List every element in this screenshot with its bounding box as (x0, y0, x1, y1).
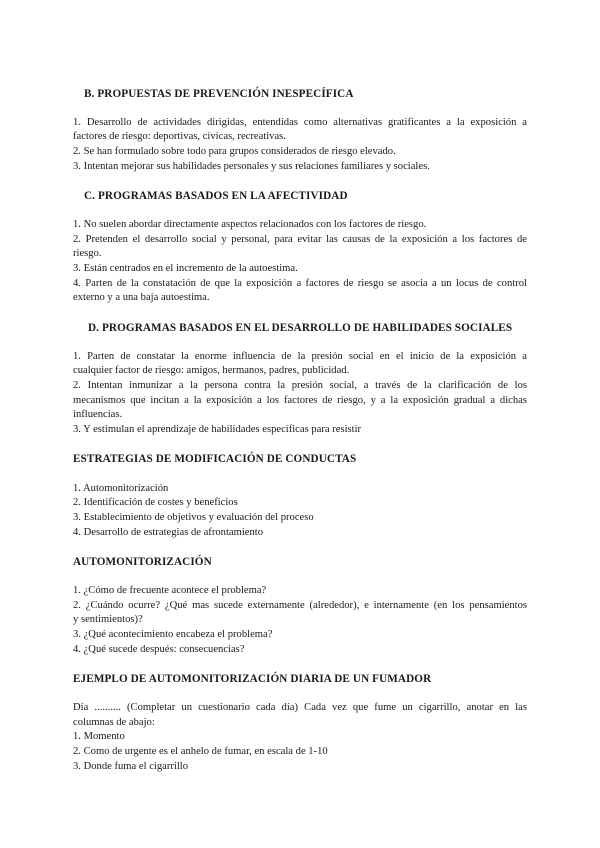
estrategias-line-3: 3. Establecimiento de objetivos y evaluación del proceso (73, 512, 314, 523)
estrategias-line-4: 4. Desarrollo de estrategias de afrontamiento (73, 527, 264, 538)
section-c-heading: C. PROGRAMAS BASADOS EN LA AFECTIVIDAD (84, 190, 348, 202)
estrategias-line-2: 2. Identificación de costes y beneficios (73, 497, 238, 508)
section-d-line-3: 2. Intentan inmunizar a la persona contra la presión social, a través de la clarificación de los (73, 380, 527, 391)
ejemplo-line-2: columnas de abajo: (73, 717, 155, 728)
automonitorizacion-line-2: 2. ¿Cuándo ocurre? ¿Qué mas sucede externamente (alrededor), e internamente (en los pensamientos (73, 600, 527, 611)
section-c-line-6: externo y a una baja autoestima. (73, 292, 210, 303)
section-d-heading: D. PROGRAMAS BASADOS EN EL DESARROLLO DE HABILIDADES SOCIALES (88, 322, 513, 334)
section-c-line-1: 1. No suelen abordar directamente aspectos relacionados con los factores de riesgo. (73, 219, 427, 230)
section-b-heading: B. PROPUESTAS DE PREVENCIÓN INESPECÍFICA (84, 88, 354, 100)
section-c-line-4: 3. Están centrados en el incremento de la autoestima. (73, 263, 298, 274)
section-c-line-5: 4. Parten de la constatación de que la exposición a factores de riesgo se asocia a un locus de control (73, 278, 527, 289)
section-c-line-2: 2. Pretenden el desarrollo social y personal, para evitar las causas de la exposición a los factores de (73, 234, 527, 245)
section-b-line-2: factores de riesgo: deportivas, cívicas, recreativas. (73, 131, 286, 142)
automonitorizacion-line-3: y sentimientos)? (73, 614, 143, 625)
automonitorizacion-line-4: 3. ¿Qué acontecimiento encabeza el problema? (73, 629, 273, 640)
section-b-line-1: 1. Desarrollo de actividades dirigidas, entendidas como alternativas gratificantes a la exposición a (73, 117, 527, 128)
section-b-line-4: 3. Intentan mejorar sus habilidades personales y sus relaciones familiares y sociales. (73, 161, 430, 172)
automonitorizacion-line-5: 4. ¿Qué sucede después: consecuencias? (73, 644, 245, 655)
section-d-line-4: mecanismos que incitan a la exposición a los factores de riesgo, y a la exposición gradual a dichas (73, 395, 527, 406)
estrategias-heading: ESTRATEGIAS DE MODIFICACIÓN DE CONDUCTAS (73, 453, 357, 465)
estrategias-line-1: 1. Automonitorización (73, 483, 169, 494)
automonitorizacion-line-1: 1. ¿Cómo de frecuente acontece el problema? (73, 585, 267, 596)
section-d-line-6: 3. Y estimulan el aprendizaje de habilidades específicas para resistir (73, 424, 362, 435)
section-c-line-3: riesgo. (73, 248, 102, 259)
ejemplo-heading: EJEMPLO DE AUTOMONITORIZACIÓN DIARIA DE UN FUMADOR (73, 673, 432, 685)
ejemplo-line-3: 1. Momento (73, 731, 125, 742)
section-b-line-3: 2. Se han formulado sobre todo para grupos considerados de riesgo elevado. (73, 146, 396, 157)
ejemplo-line-4: 2. Como de urgente es el anhelo de fumar, en escala de 1-10 (73, 746, 328, 757)
section-d-line-1: 1. Parten de constatar la enorme influencia de la presión social en el inicio de la exposición a (73, 351, 527, 362)
automonitorizacion-heading: AUTOMONITORIZACIÓN (73, 556, 212, 568)
ejemplo-line-1: Día .......... (Completar un cuestionario cada día) Cada vez que fume un cigarrillo, anotar en las (73, 702, 527, 713)
ejemplo-line-5: 3. Donde fuma el cigarrillo (73, 761, 189, 772)
section-d-line-5: influencias. (73, 409, 123, 420)
section-d-line-2: cualquier factor de riesgo: amigos, hermanos, padres, publicidad. (73, 365, 350, 376)
